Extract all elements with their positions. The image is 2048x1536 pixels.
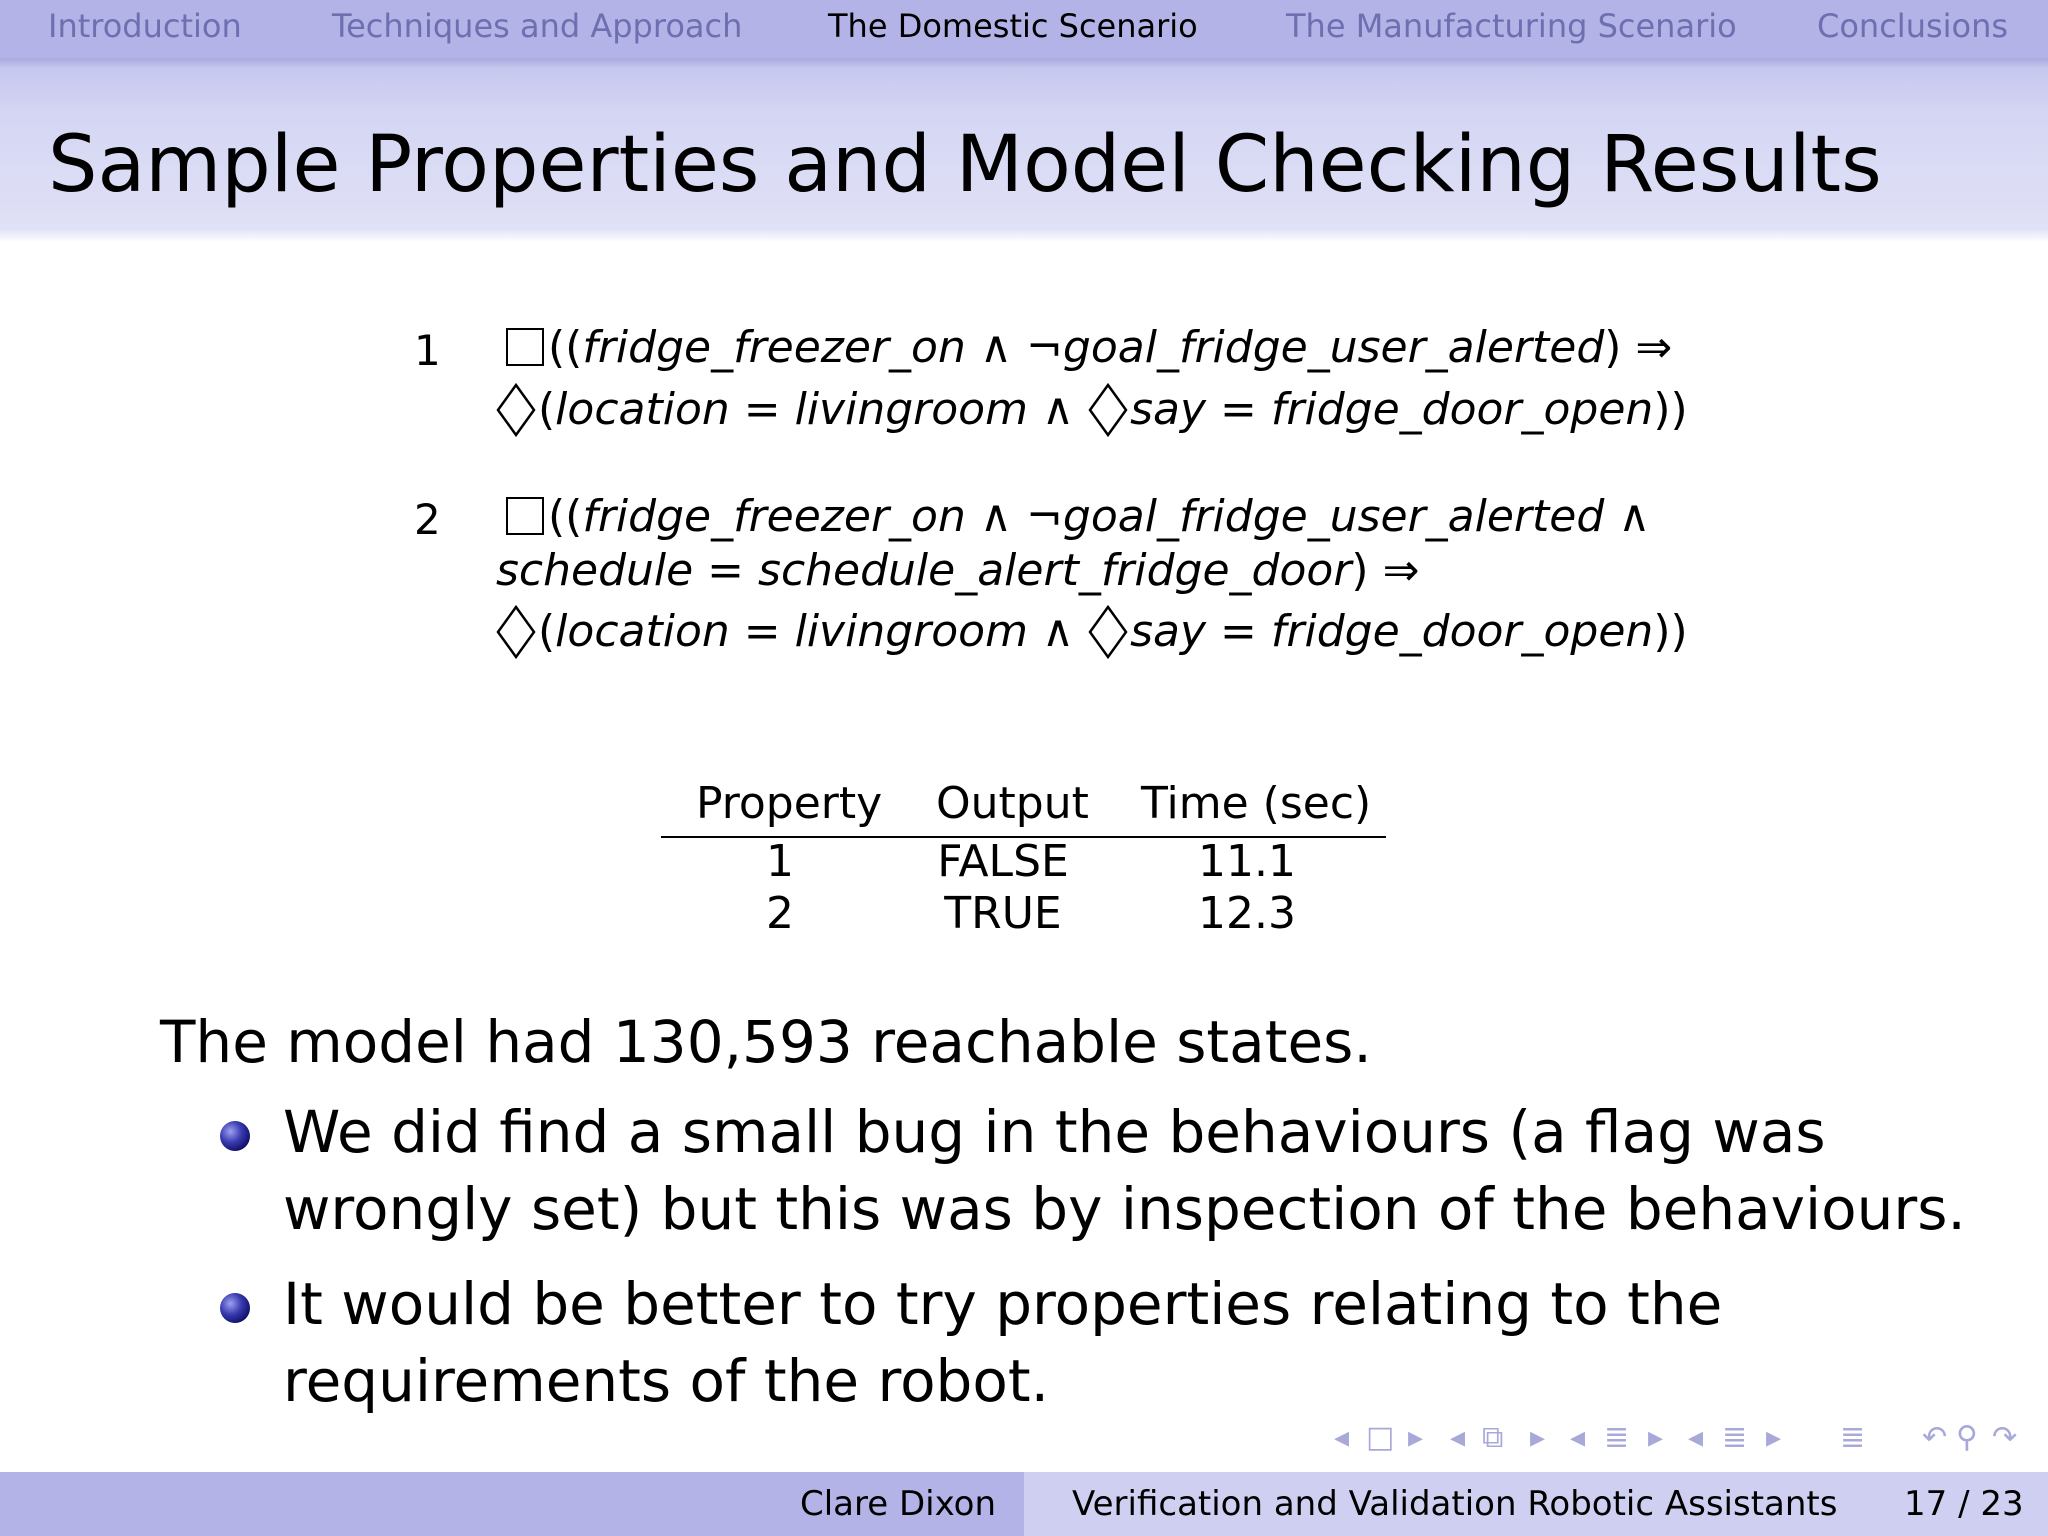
formula-term: schedule_alert_fridge_door — [758, 545, 1352, 596]
always-operator-icon — [506, 497, 544, 535]
eventually-operator-icon — [1088, 382, 1128, 438]
formula-2-line-3: (location = livingroom ∧ say = fridge_door_open)) — [496, 604, 1688, 660]
formula-term: goal_fridge_user_alerted — [1062, 322, 1605, 373]
footer-talk-title: Verification and Validation Robotic Assistants — [1072, 1484, 1838, 1524]
bullet-1-line-2: wrongly set) but this was by inspection of the behaviours. — [283, 1175, 1966, 1243]
table-cell: TRUE — [944, 888, 1062, 939]
formula-term: livingroom — [794, 384, 1028, 435]
bullet-2-line-1: It would be better to try properties relating to the — [283, 1270, 1723, 1338]
nav-item-introduction[interactable]: Introduction — [48, 7, 242, 45]
reachable-states-text: The model had 130,593 reachable states. — [160, 1008, 1372, 1076]
formula-1-line-2: (location = livingroom ∧ say = fridge_door_open)) — [496, 382, 1688, 438]
formula-term: goal_fridge_user_alerted — [1062, 491, 1605, 542]
footer-author: Clare Dixon — [800, 1484, 997, 1524]
table-cell: 2 — [766, 888, 794, 939]
bullet-icon — [220, 1293, 250, 1323]
table-header-output: Output — [936, 778, 1089, 829]
table-cell: FALSE — [937, 836, 1069, 887]
bullet-2-line-2: requirements of the robot. — [283, 1347, 1050, 1415]
formula-number: 2 — [414, 495, 441, 544]
eventually-operator-icon — [1088, 604, 1128, 660]
table-header-time: Time (sec) — [1141, 778, 1372, 829]
nav-search-icon[interactable]: ⚲ — [1956, 1420, 1978, 1455]
table-header-property: Property — [696, 778, 883, 829]
nav-item-techniques-and-approach[interactable]: Techniques and Approach — [332, 7, 743, 45]
formula-term: schedule — [496, 545, 694, 596]
formula-term: fridge_freezer_on — [582, 322, 966, 373]
nav-section-prev-icon[interactable]: ◂ — [1570, 1420, 1586, 1455]
formula-1-line-1: ((fridge_freezer_on ∧ ¬goal_fridge_user_alerted) ⇒ — [506, 322, 1672, 373]
page-current: 17 — [1904, 1484, 1948, 1524]
formula-term: say — [1130, 384, 1207, 435]
formula-term: say — [1130, 606, 1207, 657]
always-operator-icon — [506, 328, 544, 366]
formula-term: fridge_door_open — [1270, 606, 1654, 657]
eventually-operator-icon — [496, 604, 536, 660]
bullet-1-line-1: We did find a small bug in the behaviours (a flag was — [283, 1098, 1826, 1166]
nav-document-icon[interactable]: ≣ — [1722, 1420, 1748, 1455]
nav-section-next-icon[interactable]: ▸ — [1648, 1420, 1664, 1455]
page-total: 23 — [1980, 1484, 2024, 1524]
nav-document-prev-icon[interactable]: ◂ — [1688, 1420, 1704, 1455]
nav-section-icon[interactable]: ≣ — [1604, 1420, 1630, 1455]
nav-back-icon[interactable]: ↶ — [1922, 1420, 1948, 1455]
eventually-operator-icon — [496, 382, 536, 438]
bullet-icon — [220, 1121, 250, 1151]
nav-item-manufacturing-scenario[interactable]: The Manufacturing Scenario — [1286, 7, 1737, 45]
nav-frame-icon[interactable]: □ — [1366, 1420, 1395, 1455]
formula-2-line-1: ((fridge_freezer_on ∧ ¬goal_fridge_user_alerted ∧ — [506, 491, 1650, 542]
slide-title: Sample Properties and Model Checking Results — [48, 120, 1882, 210]
formula-2-line-2: schedule = schedule_alert_fridge_door) ⇒ — [496, 545, 1420, 596]
nav-document-next-icon[interactable]: ▸ — [1766, 1420, 1782, 1455]
title-bar-fade — [0, 230, 2048, 242]
nav-forward-icon[interactable]: ↷ — [1992, 1420, 2018, 1455]
table-cell: 11.1 — [1198, 836, 1296, 887]
nav-frame-next-icon[interactable]: ▸ — [1408, 1420, 1424, 1455]
formula-term: fridge_freezer_on — [582, 491, 966, 542]
nav-subsection-prev-icon[interactable]: ◂ — [1450, 1420, 1466, 1455]
nav-appendix-icon[interactable]: ≣ — [1840, 1420, 1866, 1455]
table-cell: 12.3 — [1198, 888, 1296, 939]
formula-term: livingroom — [794, 606, 1028, 657]
navigation-shadow — [0, 58, 2048, 106]
formula-term: location — [555, 384, 730, 435]
formula-number: 1 — [414, 326, 441, 375]
nav-subsection-icon[interactable]: ⧉ — [1482, 1420, 1504, 1455]
nav-subsection-next-icon[interactable]: ▸ — [1530, 1420, 1546, 1455]
nav-item-conclusions[interactable]: Conclusions — [1817, 7, 2009, 45]
formula-term: fridge_door_open — [1270, 384, 1654, 435]
footer-page-number: 17 / 23 — [1904, 1484, 2024, 1524]
table-cell: 1 — [766, 836, 794, 887]
nav-item-domestic-scenario[interactable]: The Domestic Scenario — [828, 7, 1198, 45]
nav-frame-prev-icon[interactable]: ◂ — [1334, 1420, 1350, 1455]
formula-term: location — [555, 606, 730, 657]
